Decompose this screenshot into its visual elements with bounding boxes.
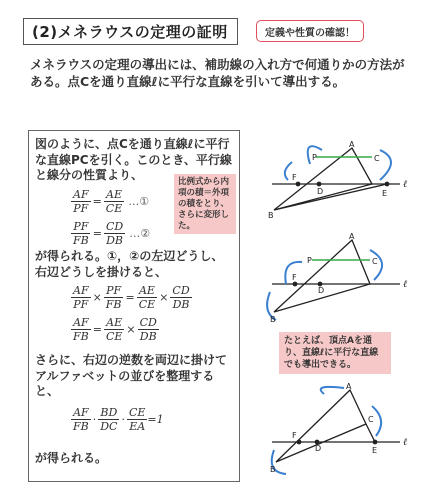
equation-4: $\frac{AF}{FB}$ = $\frac{AE}{CE}$ × $\frac{CD}{DB}$ xyxy=(73,316,157,343)
svg-text:ℓ: ℓ xyxy=(403,179,408,190)
alternative-note: たとえば、頂点Aを通り、直線ℓに平行な直線でも導出できる。 xyxy=(279,332,391,374)
svg-text:F: F xyxy=(292,173,297,182)
arrow-icon xyxy=(380,150,391,180)
svg-text:P: P xyxy=(307,256,312,265)
svg-text:B: B xyxy=(268,211,274,220)
diagram-2 xyxy=(262,232,412,327)
diagram-3 xyxy=(262,380,412,480)
proof-paragraph-3: さらに、右辺の逆数を両辺に掛けてアルファベットの並びを整理すると、 xyxy=(35,353,228,398)
proportion-note: 比例式から内項の積＝外項の積をとり、さらに変形した。 xyxy=(174,174,236,234)
equation-3: $\frac{AF}{PF}$ × $\frac{PF}{FB}$ = $\frac{AE}{CE}$ × $\frac{CD}{DB}$ xyxy=(73,284,190,311)
section-title: (2)メネラウスの定理の証明 xyxy=(23,18,238,45)
equation-5: $\frac{AF}{FB}$ · $\frac{BD}{DC}$ · $\frac{CE}{EA}$ =1 xyxy=(73,406,164,433)
proof-paragraph-4: が得られる。 xyxy=(35,451,108,465)
svg-text:C: C xyxy=(372,257,378,266)
svg-text:F: F xyxy=(292,273,297,282)
svg-text:B: B xyxy=(270,315,276,324)
proof-paragraph-1: 図のように、点Cを通り直線ℓに平行な直線PCを引く。このとき、平行線と線分の性質より、 xyxy=(35,137,232,182)
svg-text:C: C xyxy=(368,415,374,424)
svg-text:D: D xyxy=(317,187,324,196)
svg-text:E: E xyxy=(382,189,388,198)
svg-text:E: E xyxy=(372,446,378,455)
arrow-icon xyxy=(321,387,344,394)
svg-text:F: F xyxy=(292,431,297,440)
diagram-1 xyxy=(262,140,412,235)
svg-text:ℓ: ℓ xyxy=(403,279,408,290)
intro-text: メネラウスの定理の導出には、補助線の入れ方で何通りかの方法がある。点Cを通り直線ℓに平行な直線を引いて導出する。 xyxy=(30,57,405,89)
svg-text:A: A xyxy=(349,232,355,241)
proof-box xyxy=(28,130,240,482)
svg-text:C: C xyxy=(374,154,380,163)
svg-text:P: P xyxy=(312,153,317,162)
svg-text:B: B xyxy=(270,465,276,474)
svg-text:A: A xyxy=(349,140,355,149)
svg-text:A: A xyxy=(346,382,352,391)
line-ce xyxy=(366,424,375,442)
triangle-abc xyxy=(274,240,370,312)
equation-1: $\frac{AF}{PF}$ = $\frac{AE}{CE}$ …① xyxy=(73,188,150,215)
svg-text:ℓ: ℓ xyxy=(403,437,408,448)
definition-badge: 定義や性質の確認！ xyxy=(256,20,364,42)
svg-text:D: D xyxy=(318,286,325,295)
svg-text:D: D xyxy=(315,444,322,453)
proof-paragraph-2: が得られる。①，②の左辺どうし、右辺どうしを掛けると、 xyxy=(35,249,224,279)
arrow-icon xyxy=(285,162,292,180)
equation-2: $\frac{PF}{FB}$ = $\frac{CD}{DB}$ …② xyxy=(73,220,151,247)
